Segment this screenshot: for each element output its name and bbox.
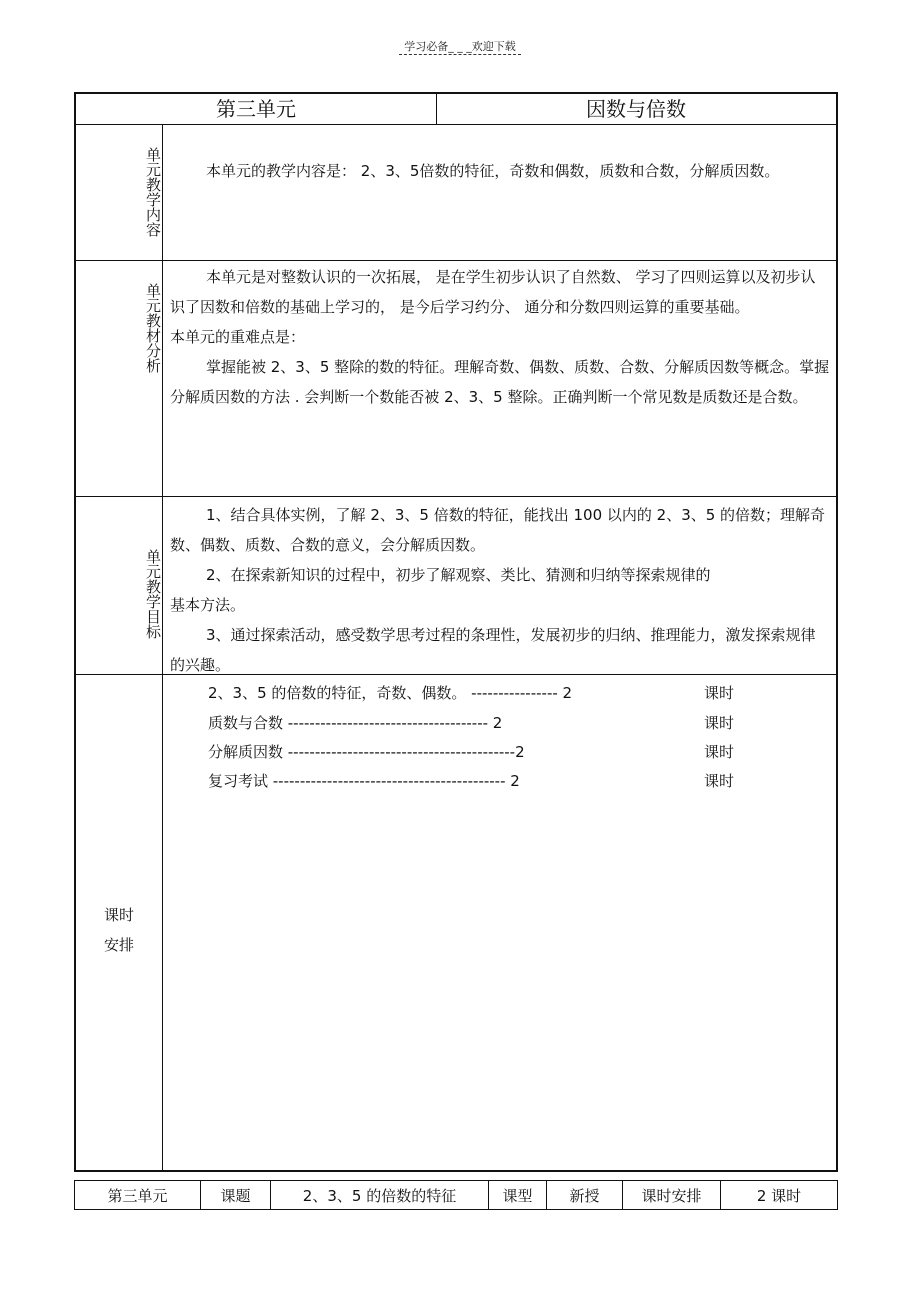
paragraph: 本单元是对整数认识的一次拓展， 是在学生初步认识了自然数、 学习了四则运算以及初步认识了因数和倍数的基础上学习的， 是今后学习约分、 通分和分数四则运算的重要基础。 xyxy=(170,268,816,316)
cell-unit: 第三单元 xyxy=(75,1181,201,1209)
schedule-unit: 课时 xyxy=(704,684,735,702)
cell-hours-label: 课时安排 xyxy=(623,1181,721,1209)
schedule-item: 2、3、5 的倍数的特征，奇数、偶数。 ---------------- 2 xyxy=(208,684,573,702)
cell-type-value: 新授 xyxy=(547,1181,623,1209)
teaching-goals-text xyxy=(170,500,830,680)
teaching-content-text xyxy=(170,156,830,186)
paragraph: 掌握能被 2、3、5 整除的数的特征。理解奇数、偶数、质数、合数、分解质因数等概念。掌握分解质因数的方法 . 会判断一个数能否被 2、3、5 整除。正确判断一个常见数是质数还是合数。 xyxy=(170,358,830,406)
label-schedule-line2: 安排 xyxy=(103,936,134,954)
cell-hours-value: 2 课时 xyxy=(756,1187,802,1205)
paragraph: 本单元的重难点是： xyxy=(170,328,306,346)
unit-topic: 因数与倍数 xyxy=(586,97,686,121)
cell-topic-value: 2、3、5 的倍数的特征 xyxy=(271,1181,489,1209)
unit-title: 第三单元 xyxy=(76,94,437,124)
label-teaching-content: 单元教学内容 xyxy=(144,147,162,237)
paragraph: 基本方法。 xyxy=(170,596,246,614)
schedule-unit: 课时 xyxy=(704,714,735,732)
cell-topic-label: 课题 xyxy=(201,1181,271,1209)
label-teaching-goals: 单元教学目标 xyxy=(144,549,162,639)
label-material-analysis: 单元教材分析 xyxy=(144,283,162,373)
row-divider xyxy=(76,124,836,125)
header-text: 学习必备_ _ _欢迎下载 xyxy=(404,40,516,53)
row-divider xyxy=(76,496,836,497)
schedule-unit: 课时 xyxy=(704,743,735,761)
schedule-item: 分解质因数 ------------------------------------------2 xyxy=(208,743,525,761)
cell-type-label: 课型 xyxy=(489,1181,547,1209)
schedule-item: 质数与合数 ------------------------------------- 2 xyxy=(208,714,503,732)
schedule-item: 复习考试 ------------------------------------------- 2 xyxy=(208,772,520,790)
schedule-unit: 课时 xyxy=(704,772,735,790)
lesson-info-table xyxy=(74,1180,838,1210)
unit-plan-table xyxy=(74,92,838,1172)
header-underline xyxy=(399,54,521,55)
paragraph: 1、结合具体实例，了解 2、3、5 倍数的特征，能找出 100 以内的 2、3、5 的倍数；理解奇数、偶数、质数、合数的意义，会分解质因数。 xyxy=(170,506,826,554)
column-divider xyxy=(162,124,163,1170)
label-schedule-line1: 课时 xyxy=(103,906,134,924)
paragraph: 2、在探索新知识的过程中，初步了解观察、类比、猜测和归纳等探索规律的 xyxy=(206,566,711,584)
page-header xyxy=(0,38,920,54)
row-divider xyxy=(76,260,836,261)
material-analysis-text xyxy=(170,262,830,412)
paragraph: 3、通过探索活动，感受数学思考过程的条理性，发展初步的归纳、推理能力，激发探索规律的兴趣。 xyxy=(170,626,816,674)
paragraph: 本单元的教学内容是： 2、3、5倍数的特征，奇数和偶数，质数和合数，分解质因数。 xyxy=(206,162,780,180)
